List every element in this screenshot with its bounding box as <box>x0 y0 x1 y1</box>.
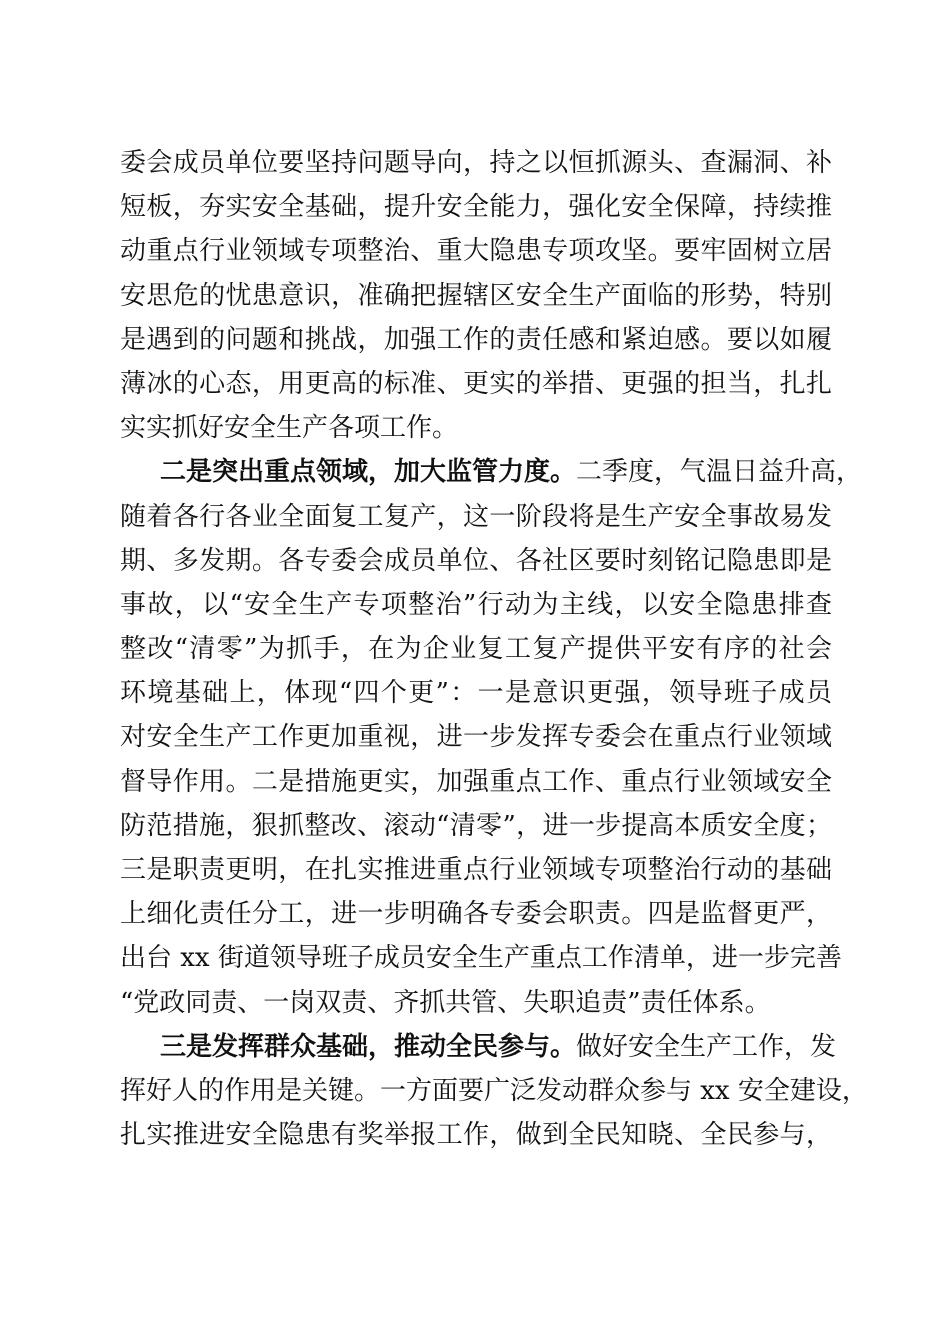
paragraph-heading: 二是突出重点领域，加大监管力度。 <box>160 457 577 488</box>
text-line: “党政同责、一岗双责、齐抓共管、失职追责”责任体系。 <box>120 987 771 1018</box>
paragraph-1 <box>120 141 832 450</box>
text-line: 三是职责更明，在扎实推进重点行业领域专项整治行动的基础 <box>120 855 832 885</box>
paragraph-heading: 三是发挥群众基础，推动全民参与。 <box>160 1031 577 1062</box>
heading-line-rest: 二季度，气温日益升高， <box>576 457 863 488</box>
text-line: 实实抓好安全生产各项工作。 <box>120 413 459 444</box>
text-line: 防范措施，狠抓整改、滚动“清零”，进一步提高本质安全度； <box>120 810 832 841</box>
text-line: 委会成员单位要坚持问题导向，持之以恒抓源头、查漏洞、补 <box>120 148 832 178</box>
text-line: 对安全生产工作更加重视，进一步发挥专委会在重点行业领域 <box>120 722 832 753</box>
paragraph-first-line <box>120 1025 837 1069</box>
document-body <box>120 141 868 1157</box>
text-line: 动重点行业领域专项整治、重大隐患专项攻坚。要牢固树立居 <box>120 236 832 267</box>
text-line: 督导作用。二是措施更实，加强重点工作、重点行业领域安全 <box>120 766 832 797</box>
text-line: 环境基础上，体现“四个更”：一是意识更强，领导班子成员 <box>120 678 832 709</box>
text-line: 挥好人的作用是关键。一方面要广泛发动群众参与 xx 安全建设， <box>120 1075 868 1106</box>
text-line: 安思危的忧患意识，准确把握辖区安全生产面临的形势，特别 <box>120 280 832 311</box>
text-line: 是遇到的问题和挑战，加强工作的责任感和紧迫感。要以如履 <box>120 324 832 355</box>
paragraph-3 <box>120 1025 868 1158</box>
paragraph-first-line <box>120 450 863 494</box>
text-line: 上细化责任分工，进一步明确各专委会职责。四是监督更严， <box>120 899 832 930</box>
text-line: 出台 xx 街道领导班子成员安全生产重点工作清单，进一步完善 <box>120 943 842 974</box>
text-line: 整改“清零”为抓手，在为企业复工复产提供平安有序的社会 <box>120 634 832 665</box>
heading-line-rest: 做好安全生产工作，发 <box>576 1031 837 1062</box>
text-line: 短板，夯实安全基础，提升安全能力，强化安全保障，持续推 <box>120 192 832 223</box>
paragraph-2 <box>120 450 863 1024</box>
text-line: 随着各行各业全面复工复产，这一阶段将是生产安全事故易发 <box>120 501 832 532</box>
text-line: 扎实推进安全隐患有奖举报工作，做到全民知晓、全民参与， <box>120 1120 832 1151</box>
text-line: 事故，以“安全生产专项整治”行动为主线，以安全隐患排查 <box>120 589 832 620</box>
text-line: 期、多发期。各专委会成员单位、各社区要时刻铭记隐患即是 <box>120 545 832 576</box>
text-line: 薄冰的心态，用更高的标准、更实的举措、更强的担当，扎扎 <box>120 368 832 399</box>
